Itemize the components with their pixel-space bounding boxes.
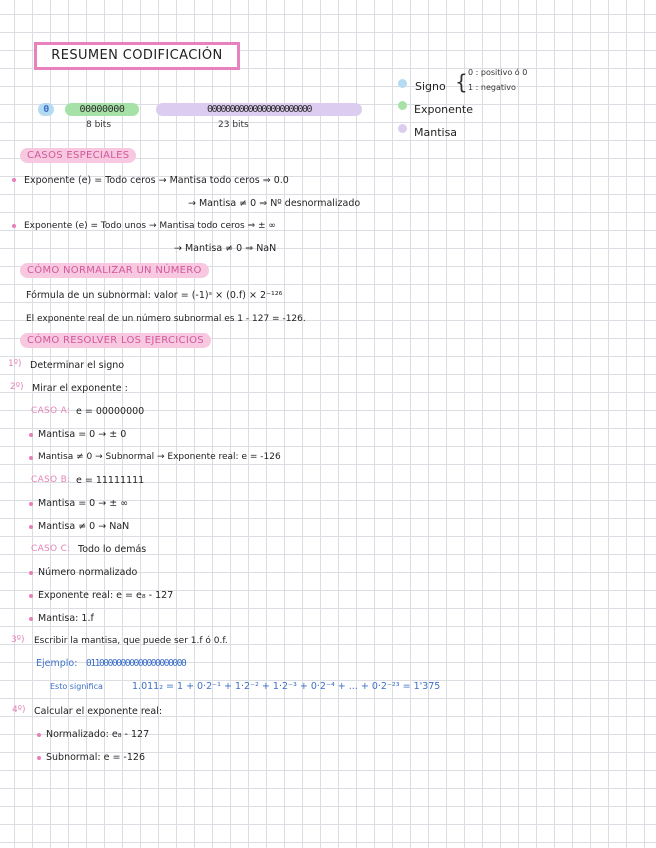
caso-b-line-2: Mantisa ≠ 0 → NaN — [38, 521, 130, 532]
casos-line-1: Exponente (e) = Todo ceros → Mantisa todo ceros ⇒ 0.0 — [24, 175, 289, 186]
casos-line-2: → Mantisa ≠ 0 ⇒ Nº desnormalizado — [188, 198, 361, 209]
bullet — [29, 456, 33, 460]
mantissa-bits-label: 23 bits — [218, 120, 249, 130]
legend-signo: Signo — [415, 80, 446, 93]
step-3-number: 3º) — [11, 635, 25, 645]
signo-color-dot — [398, 79, 407, 88]
caso-b-label: CASO B: — [31, 475, 71, 485]
step-1: Determinar el signo — [30, 360, 125, 371]
exponente-subnormal: El exponente real de un número subnormal es 1 - 127 = -126. — [26, 314, 306, 324]
step-4-number: 4º) — [12, 705, 26, 715]
bullet — [12, 178, 16, 182]
ejemplo-bits: 01100000000000000000000 — [86, 658, 186, 669]
caso-b: e = 11111111 — [76, 475, 145, 486]
section-normalizar: CÓMO NORMALIZAR UN NÚMERO — [20, 263, 209, 278]
legend-exponente: Exponente — [414, 103, 473, 116]
step-1-number: 1º) — [8, 359, 22, 369]
bullet — [12, 224, 16, 228]
caso-c-line-1: Número normalizado — [38, 567, 138, 578]
page-title: RESUMEN CODIFICACIÓN — [34, 42, 240, 70]
significa-expansion: 1.011₂ = 1 + 0·2⁻¹ + 1·2⁻² + 1·2⁻³ + 0·2⁻⁴ + ... + 0·2⁻²³ = 1'375 — [132, 681, 441, 692]
step-2: Mirar el exponente : — [32, 383, 128, 394]
caso-a-line-2: Mantisa ≠ 0 → Subnormal → Exponente real: e = -126 — [38, 452, 281, 462]
caso-c-line-2: Exponente real: e = e₈ - 127 — [38, 590, 174, 601]
ejemplo-label: Ejemplo: — [36, 658, 78, 669]
bullet — [37, 733, 41, 737]
exponente-color-dot — [398, 101, 407, 110]
caso-c-line-3: Mantisa: 1.f — [38, 613, 94, 624]
caso-c-label: CASO C: — [31, 544, 71, 554]
step-4-subnormal: Subnormal: e = -126 — [46, 752, 145, 763]
formula-subnormal: Fórmula de un subnormal: valor = (-1)ˢ × (0.f) × 2⁻¹²⁶ — [26, 290, 283, 301]
step-2-number: 2º) — [10, 382, 24, 392]
bullet — [29, 502, 33, 506]
section-casos-especiales: CASOS ESPECIALES — [20, 148, 136, 163]
caso-b-line-1: Mantisa = 0 → ± ∞ — [38, 498, 129, 509]
mantissa-bits: 00000000000000000000000 — [156, 103, 362, 116]
bullet — [29, 594, 33, 598]
exponent-bits: 00000000 — [65, 103, 139, 116]
legend-signo-pos: 0 : positivo ó 0 — [468, 68, 528, 77]
caso-a: e = 00000000 — [76, 406, 145, 417]
brace-icon: { — [455, 70, 468, 94]
legend-signo-neg: 1 : negativo — [468, 83, 516, 92]
casos-line-4: → Mantisa ≠ 0 ⇒ NaN — [174, 243, 277, 254]
bullet — [37, 756, 41, 760]
caso-a-label: CASO A: — [31, 406, 71, 416]
section-resolver: CÓMO RESOLVER LOS EJERCICIOS — [20, 333, 211, 348]
bullet — [29, 571, 33, 575]
step-3: Escribir la mantisa, que puede ser 1.f ó 0.f. — [34, 636, 228, 646]
sign-bit: 0 — [38, 103, 54, 116]
casos-line-3: Exponente (e) = Todo unos → Mantisa todo ceros ⇒ ± ∞ — [24, 221, 276, 231]
significa-label: Esto significa — [50, 682, 103, 691]
legend-mantisa: Mantisa — [414, 126, 458, 139]
bullet — [29, 433, 33, 437]
bullet — [29, 525, 33, 529]
caso-a-line-1: Mantisa = 0 → ± 0 — [38, 429, 127, 440]
caso-c: Todo lo demás — [78, 544, 147, 555]
mantisa-color-dot — [398, 124, 407, 133]
bullet — [29, 617, 33, 621]
exponent-bits-label: 8 bits — [86, 120, 112, 130]
step-4-normalizado: Normalizado: e₈ - 127 — [46, 729, 150, 740]
step-4: Calcular el exponente real: — [34, 706, 163, 717]
